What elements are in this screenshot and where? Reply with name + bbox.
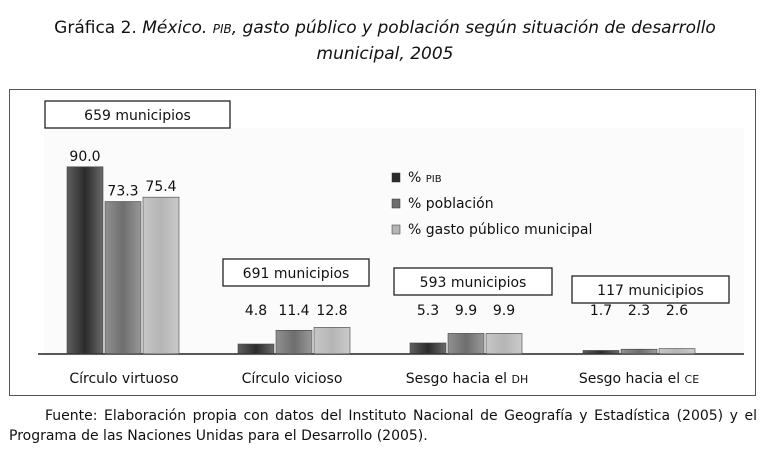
chart-title — [0, 16, 770, 67]
value-label-1-4: 1.7 — [589, 303, 613, 319]
bar-3-2 — [314, 327, 350, 354]
group-box-label-3: 593 municipios — [419, 275, 527, 291]
value-label-3-2: 12.8 — [316, 303, 348, 319]
legend-label-2: % población — [408, 196, 494, 212]
legend-swatch-2 — [392, 199, 400, 208]
bar-2-4 — [621, 349, 657, 354]
legend-swatch-3 — [392, 225, 400, 234]
value-label-2-4: 2.3 — [627, 303, 651, 319]
value-label-2-3: 9.9 — [454, 303, 478, 319]
category-label-1: Círculo virtuoso — [69, 371, 179, 387]
bar-2-2 — [276, 330, 312, 354]
bar-1-1 — [67, 167, 103, 354]
category-label-3: Sesgo hacia el DH — [405, 371, 529, 387]
chart-svg — [10, 90, 755, 395]
bar-2-1 — [105, 202, 141, 354]
source-note: Fuente: Elaboración propia con datos del Instituto Nacional de Geografía y Estadística (2005) y el Programa de las Naciones Unidas para el Desarrollo (2005). — [9, 408, 757, 444]
value-label-2-1: 73.3 — [107, 183, 139, 200]
bar-3-4 — [659, 349, 695, 354]
value-label-1-3: 5.3 — [416, 303, 440, 319]
title-prefix: Gráfica 2. — [54, 18, 137, 38]
bar-2-3 — [448, 333, 484, 354]
bar-1-4 — [583, 350, 619, 354]
group-box-label-1: 659 municipios — [84, 108, 191, 124]
legend-label-1: % PIB — [408, 170, 442, 186]
group-box-label-2: 691 municipios — [242, 266, 350, 282]
value-label-3-1: 75.4 — [145, 179, 177, 196]
chart-frame — [9, 89, 756, 396]
value-label-1-1: 90.0 — [69, 148, 101, 165]
category-label-4: Sesgo hacia el CE — [578, 371, 700, 387]
bar-1-3 — [410, 343, 446, 354]
value-label-3-4: 2.6 — [665, 303, 689, 319]
group-box-label-4: 117 municipios — [597, 283, 704, 299]
bar-3-1 — [143, 197, 179, 354]
category-label-2: Círculo vicioso — [241, 371, 343, 387]
value-label-2-2: 11.4 — [278, 303, 310, 319]
chart-title-line1 — [0, 16, 770, 42]
chart-title-line2: municipal, 2005 — [316, 44, 454, 64]
title-pib-abbr: PIB — [212, 22, 232, 36]
bar-1-2 — [238, 344, 274, 354]
value-label-3-3: 9.9 — [492, 303, 516, 319]
legend-label-3: % gasto público municipal — [408, 222, 593, 238]
bar-3-3 — [486, 333, 522, 354]
title-rest: , gasto público y población según situación de desarrollo — [231, 18, 716, 38]
legend-swatch-1 — [392, 173, 400, 182]
title-country: México. — [142, 18, 208, 38]
value-label-1-2: 4.8 — [244, 303, 268, 319]
